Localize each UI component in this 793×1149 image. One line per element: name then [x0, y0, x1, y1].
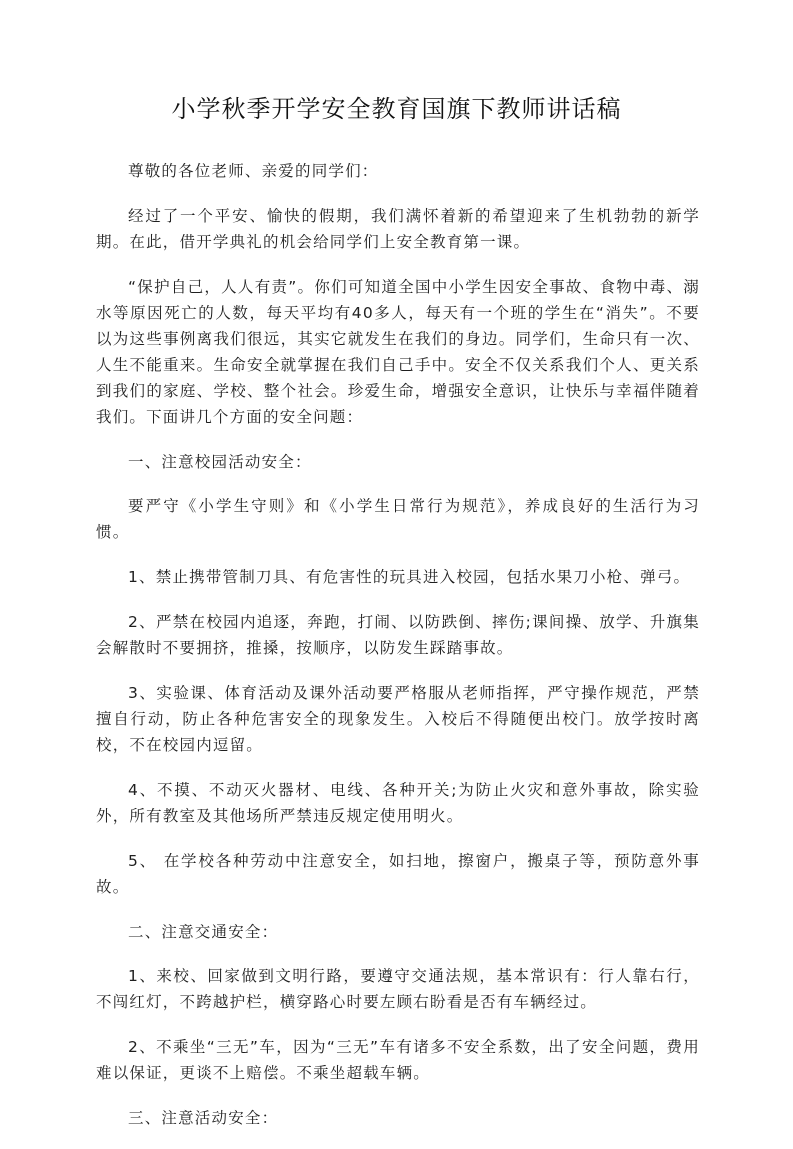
page-title: 小学秋季开学安全教育国旗下教师讲话稿 [171, 95, 622, 123]
list-item-campus-5: 5、 在学校各种劳动中注意安全，如扫地，擦窗户，搬桌子等，预防意外事故。 [96, 852, 700, 896]
salutation: 尊敬的各位老师、亲爱的同学们： [128, 162, 379, 180]
list-item-campus-3: 3、实验课、体育活动及课外活动要严格服从老师指挥，严守操作规范，严禁擅自行动，防止各种危害安全的现象发生。入校后不得随便出校门。放学按时离校，不在校园内逗留。 [96, 684, 700, 754]
list-item-traffic-1: 1、来校、回家做到文明行路，要遵守交通法规，基本常识有：行人靠右行，不闯红灯，不跨越护栏，横穿路心时要左顾右盼看是否有车辆经过。 [96, 967, 700, 1011]
section-heading-activity: 三、注意活动安全： [128, 1109, 279, 1127]
section-heading-traffic: 二、注意交通安全： [128, 923, 279, 941]
paragraph-campus-rules: 要严守《小学生守则》和《小学生日常行为规范》，养成良好的生活行为习惯。 [96, 497, 700, 541]
paragraph-intro: 经过了一个平安、愉快的假期，我们满怀着新的希望迎来了生机勃勃的新学期。在此，借开学典礼的机会给同学们上安全教育第一课。 [96, 207, 700, 251]
list-item-campus-2: 2、严禁在校园内追逐，奔跑，打闹、以防跌倒、摔伤;课间操、放学、升旗集会解散时不要拥挤，推搡，按顺序，以防发生踩踏事故。 [96, 613, 700, 657]
list-item-campus-1: 1、禁止携带管制刀具、有危害性的玩具进入校园，包括水果刀小枪、弹弓。 [128, 568, 691, 586]
section-heading-campus: 一、注意校园活动安全： [128, 453, 312, 471]
list-item-traffic-2: 2、不乘坐“三无”车，因为“三无”车有诸多不安全系数，出了安全问题，费用难以保证，更谈不上赔偿。不乘坐超载车辆。 [96, 1038, 700, 1082]
paragraph-safety-responsibility: “保护自己，人人有责”。你们可知道全国中小学生因安全事故、食物中毒、溺水等原因死亡的人数，每天平均有40多人，每天有一个班的学生在“消失”。不要以为这些事例离我们很远，其实它就发生在我们的身边。同学们，生命只有一次、人生不能重来。生命安全就掌握在我们自己手中。安全不仅关系我们个人、更关系到我们的家庭、学校、整个社会。珍爱生命，增强安全意识，让快乐与幸福伴随着我们。下面讲几个方面的安全问题： [96, 278, 700, 426]
list-item-campus-4: 4、不摸、不动灭火器材、电线、各种开关;为防止火灾和意外事故，除实验外，所有教室及其他场所严禁违反规定使用明火。 [96, 781, 700, 825]
document-body [96, 158, 700, 1149]
